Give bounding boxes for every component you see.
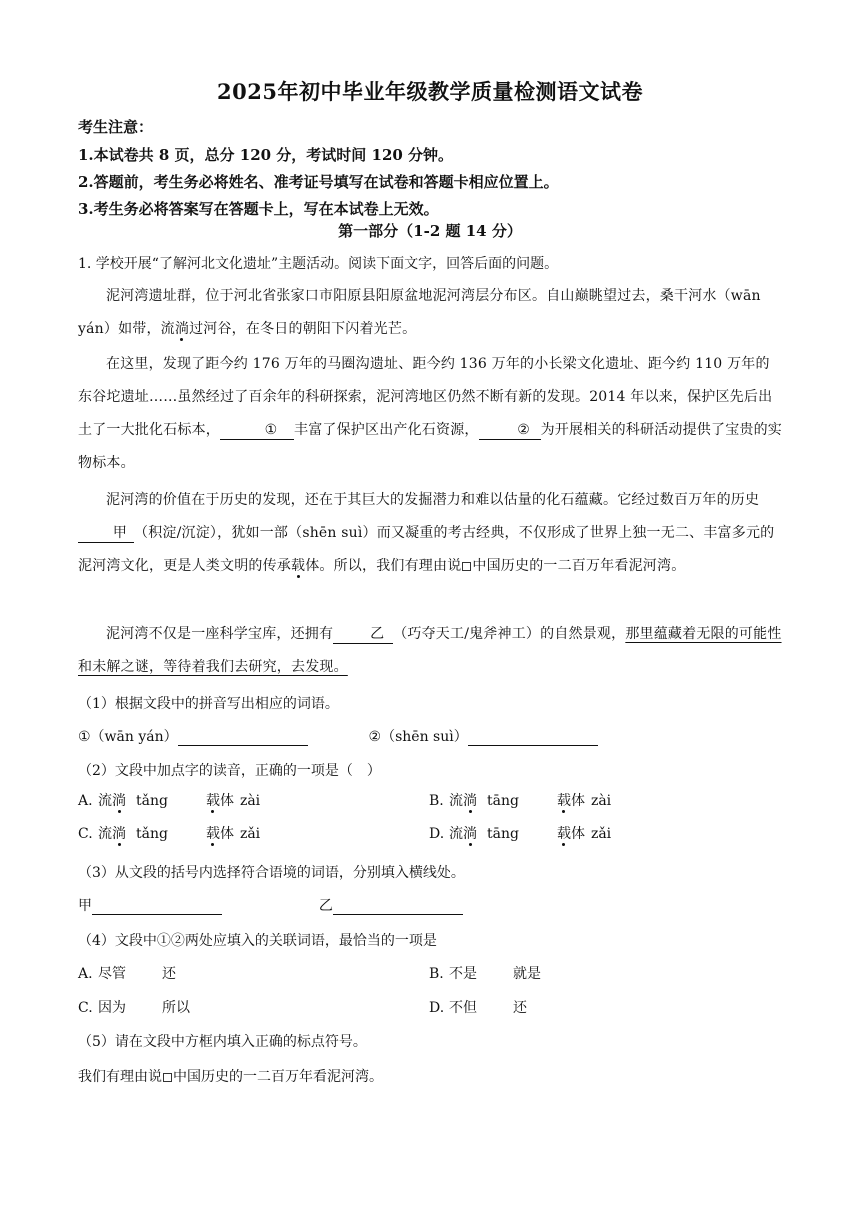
answer-line-jia bbox=[92, 900, 222, 915]
punctuation-box-answer[interactable] bbox=[163, 1073, 172, 1082]
blank-1: ① bbox=[220, 421, 294, 440]
question-1-stem: 1. 学校开展“了解河北文化遗址”主题活动。阅读下面文字，回答后面的问题。 bbox=[78, 256, 559, 272]
sub-question-3: （3）从文段的括号内选择符合语境的词语，分别填入横线处。 bbox=[78, 865, 465, 881]
notice-item-1: 1.本试卷共 8 页，总分 120 分，考试时间 120 分钟。 bbox=[78, 146, 454, 164]
answer-line-shensui bbox=[468, 731, 598, 746]
sub2-option-b[interactable]: B. 流淌 tāng 载体 zài bbox=[429, 793, 612, 809]
sub2-option-a[interactable]: A. 流淌 tǎng 载体 zài bbox=[78, 793, 261, 809]
sub4-option-d[interactable]: D. 不但 还 bbox=[429, 1000, 527, 1016]
sub4-option-a[interactable]: A. 尽管 还 bbox=[78, 966, 176, 982]
sub3-answer-row: 甲 乙 bbox=[78, 895, 463, 915]
sub2-option-c[interactable]: C. 流淌 tǎng 载体 zǎi bbox=[78, 826, 261, 842]
sub5-sentence: 我们有理由说 中国历史的一二百万年看泥河湾。 bbox=[78, 1069, 383, 1085]
answer-line-wanyan bbox=[178, 731, 308, 746]
notice-item-3: 3.考生务必将答案写在答题卡上，写在本试卷上无效。 bbox=[78, 200, 439, 218]
blank-jia: 甲 bbox=[78, 524, 134, 543]
blank-yi: 乙 bbox=[333, 625, 393, 644]
sub-question-1: （1）根据文段中的拼音写出相应的词语。 bbox=[78, 696, 339, 712]
sub1-answer-row: ①（wān yán） ②（shēn suì） bbox=[78, 726, 598, 746]
part-title: 第一部分（1-2 题 14 分） bbox=[338, 222, 522, 240]
sub-question-4: （4）文段中①②两处应填入的关联词语，最恰当的一项是 bbox=[78, 933, 437, 949]
passage-paragraph-4: 泥河湾不仅是一座科学宝库，还拥有 乙 （巧夺天工/鬼斧神工）的自然景观，那里蕴藏着无限的可能性和未解之谜，等待着我们去研究，去发现。 bbox=[78, 626, 782, 675]
underlined-sentence: 那里蕴藏着无限的可能性和未解之谜，等待着我们去研究，去发现。 bbox=[78, 626, 782, 675]
sub4-option-c[interactable]: C. 因为 所以 bbox=[78, 1000, 190, 1016]
sub4-option-b[interactable]: B. 不是 就是 bbox=[429, 966, 541, 982]
dotted-char-tang: 淌 bbox=[174, 321, 190, 337]
sub-question-2: （2）文段中加点字的读音，正确的一项是（ ） bbox=[78, 763, 381, 779]
passage-paragraph-2: 在这里，发现了距今约 176 万年的马圈沟遗址、距今约 136 万年的小长梁文化遗址、距今约 110 万年的东谷坨遗址……虽然经过了百余年的科研探索，泥河湾地区仍然不断有新的发现。2014 年以来，保护区先后出土了一大批化石标本， ① 丰富了保护区出产化石资源， ② 为开展相关的科研活动提供了宝贵的实物标本。 bbox=[78, 356, 783, 471]
blank-2: ② bbox=[479, 421, 541, 440]
dotted-char-zai: 载 bbox=[291, 558, 306, 574]
notice-item-2: 2.答题前，考生务必将姓名、准考证号填写在试卷和答题卡相应位置上。 bbox=[78, 173, 559, 191]
notice-header: 考生注意： bbox=[78, 118, 154, 136]
passage-paragraph-3: 泥河湾的价值在于历史的发现，还在于其巨大的发掘潜力和难以估量的化石蕴藏。它经过数百万年的历史甲 （积淀/沉淀），犹如一部（shēn suì）而又凝重的考古经典，不仅形成了世界上独一无二、丰富多元的泥河湾文化，更是人类文明的传承载体。所以，我们有理由说 中国历史的一二百万年看泥河湾。 bbox=[78, 492, 775, 574]
sub2-option-d[interactable]: D. 流淌 tāng 载体 zǎi bbox=[429, 826, 612, 842]
punctuation-box bbox=[462, 562, 471, 571]
sub-question-5: （5）请在文段中方框内填入正确的标点符号。 bbox=[78, 1034, 367, 1050]
passage-paragraph-1: 泥河湾遗址群，位于河北省张家口市阳原县阳原盆地泥河湾层分布区。自山巅眺望过去，桑干河水（wān yán）如带，流淌过河谷，在冬日的朝阳下闪着光芒。 bbox=[78, 288, 761, 337]
exam-title: 2025年初中毕业年级教学质量检测语文试卷 bbox=[217, 79, 643, 104]
answer-line-yi bbox=[333, 900, 463, 915]
